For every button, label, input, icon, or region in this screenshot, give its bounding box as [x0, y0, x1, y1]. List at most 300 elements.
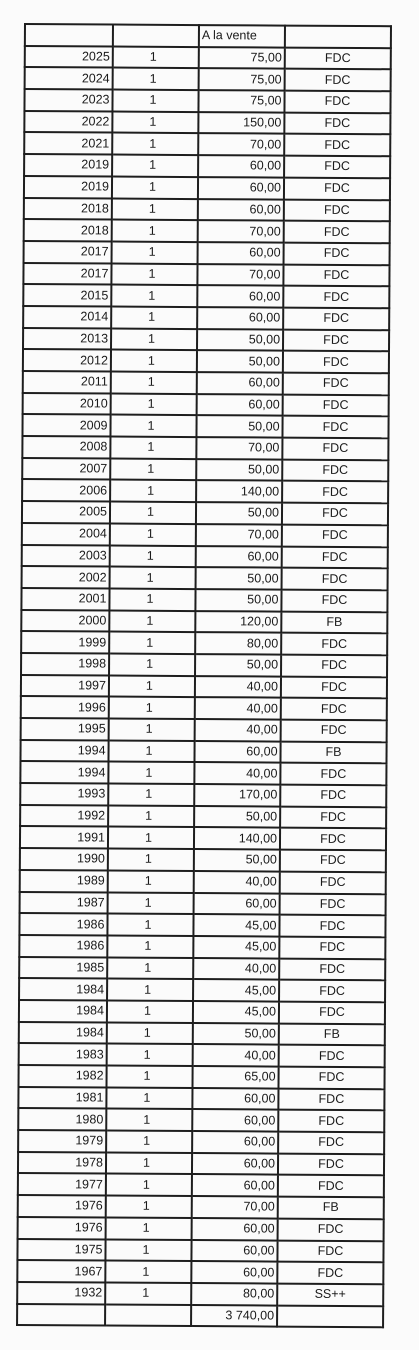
year-cell: 2023 — [24, 89, 112, 111]
year-cell: 1997 — [21, 675, 109, 697]
table-row — [23, 371, 389, 395]
table-row — [22, 436, 388, 460]
quantity-cell: 1 — [113, 68, 199, 90]
quantity-cell: 1 — [105, 1239, 191, 1261]
year-cell: 1990 — [20, 848, 108, 870]
grade-cell: FDC — [279, 980, 385, 1002]
year-cell: 1984 — [19, 1022, 107, 1044]
total-cell-2 — [105, 1304, 191, 1326]
grade-cell: FDC — [282, 416, 388, 438]
quantity-cell: 1 — [106, 1217, 192, 1239]
price-cell: 60,00 — [198, 155, 284, 177]
quantity-cell: 1 — [107, 935, 193, 957]
price-cell: 60,00 — [194, 741, 280, 763]
year-cell: 1984 — [19, 978, 107, 1000]
table-row — [22, 501, 388, 525]
price-cell: 170,00 — [194, 784, 280, 806]
price-cell: 60,00 — [192, 1088, 278, 1110]
year-cell: 1984 — [19, 1000, 107, 1022]
price-cell: 40,00 — [193, 1044, 279, 1066]
year-cell: 2008 — [22, 436, 110, 458]
price-sheet — [16, 23, 392, 1328]
price-table — [16, 23, 392, 1328]
quantity-cell: 1 — [108, 892, 194, 914]
quantity-cell: 1 — [109, 697, 195, 719]
quantity-cell: 1 — [106, 1152, 192, 1174]
price-cell: 50,00 — [196, 567, 282, 589]
table-row — [23, 263, 389, 287]
year-cell: 1994 — [20, 740, 108, 762]
price-cell: 70,00 — [197, 264, 283, 286]
price-cell: 50,00 — [196, 502, 282, 524]
price-cell: 60,00 — [191, 1261, 277, 1283]
year-cell: 2002 — [22, 566, 110, 588]
price-cell: 60,00 — [192, 1218, 278, 1240]
quantity-cell: 1 — [106, 1109, 192, 1131]
grade-cell: FDC — [281, 633, 387, 655]
year-cell: 1978 — [18, 1152, 106, 1174]
price-cell: 140,00 — [196, 480, 282, 502]
table-row — [23, 284, 389, 308]
grade-cell: FDC — [284, 177, 390, 199]
header-cell-2 — [113, 25, 199, 47]
grade-cell: FDC — [277, 1240, 383, 1262]
quantity-cell: 1 — [108, 740, 194, 762]
grade-cell: FDC — [283, 394, 389, 416]
year-cell: 2019 — [24, 154, 112, 176]
table-row — [21, 588, 387, 612]
grade-cell: FDC — [284, 221, 390, 243]
table-row — [25, 46, 391, 70]
quantity-cell: 1 — [109, 719, 195, 741]
table-row — [19, 978, 385, 1002]
quantity-cell: 1 — [110, 415, 196, 437]
quantity-cell: 1 — [107, 1044, 193, 1066]
table-row — [17, 1282, 383, 1306]
table-row — [24, 89, 390, 113]
year-cell: 1975 — [17, 1238, 105, 1260]
grade-cell: FDC — [282, 568, 388, 590]
price-cell: 60,00 — [192, 1174, 278, 1196]
table-row — [22, 566, 388, 590]
year-cell: 2015 — [23, 284, 111, 306]
table-row — [24, 132, 390, 156]
grade-cell: FDC — [284, 91, 390, 113]
year-cell: 1986 — [19, 935, 107, 957]
quantity-cell: 1 — [106, 1196, 192, 1218]
quantity-cell: 1 — [110, 523, 196, 545]
quantity-cell: 1 — [111, 350, 197, 372]
year-cell: 2021 — [24, 132, 112, 154]
grade-cell: FB — [279, 1023, 385, 1045]
table-row — [25, 67, 391, 91]
quantity-cell: 1 — [112, 155, 198, 177]
year-cell: 1976 — [18, 1195, 106, 1217]
quantity-cell: 1 — [108, 827, 194, 849]
year-cell: 1982 — [19, 1065, 107, 1087]
year-cell: 1932 — [17, 1282, 105, 1304]
year-cell: 1991 — [20, 826, 108, 848]
grade-cell: FDC — [284, 134, 390, 156]
table-row — [24, 198, 390, 222]
table-row — [20, 826, 386, 850]
price-cell: 40,00 — [193, 958, 279, 980]
grade-cell: FDC — [280, 806, 386, 828]
price-cell: 50,00 — [194, 806, 280, 828]
year-cell: 1985 — [19, 957, 107, 979]
table-row — [20, 848, 386, 872]
grade-cell: FDC — [282, 503, 388, 525]
quantity-cell: 1 — [107, 914, 193, 936]
table-body — [17, 24, 391, 1327]
header-row — [25, 24, 391, 48]
grade-cell: FDC — [278, 1088, 384, 1110]
table-row — [23, 306, 389, 330]
grade-cell: FDC — [279, 1045, 385, 1067]
grade-cell: FDC — [278, 1110, 384, 1132]
price-cell: 60,00 — [192, 1153, 278, 1175]
quantity-cell: 1 — [112, 176, 198, 198]
price-cell: 60,00 — [194, 893, 280, 915]
grade-cell: FDC — [281, 655, 387, 677]
grade-cell: FDC — [283, 308, 389, 330]
year-cell: 2005 — [22, 501, 110, 523]
price-cell: 60,00 — [197, 372, 283, 394]
quantity-cell: 1 — [109, 632, 195, 654]
year-cell: 1976 — [18, 1217, 106, 1239]
total-cell-4 — [277, 1305, 383, 1327]
price-cell: 45,00 — [193, 979, 279, 1001]
quantity-cell: 1 — [105, 1261, 191, 1283]
price-cell: 40,00 — [195, 697, 281, 719]
table-row — [20, 740, 386, 764]
table-row — [17, 1238, 383, 1262]
price-cell: 50,00 — [195, 589, 281, 611]
price-cell: 45,00 — [193, 936, 279, 958]
table-row — [24, 219, 390, 243]
quantity-cell: 1 — [108, 849, 194, 871]
grade-cell: FDC — [277, 1262, 383, 1284]
price-cell: 80,00 — [195, 632, 281, 654]
table-row — [18, 1152, 384, 1176]
year-cell: 2004 — [22, 523, 110, 545]
grade-cell: FDC — [280, 828, 386, 850]
year-cell: 1995 — [21, 718, 109, 740]
price-cell: 75,00 — [198, 90, 284, 112]
price-cell: 65,00 — [192, 1066, 278, 1088]
table-row — [18, 1217, 384, 1241]
total-value: 3 740,00 — [191, 1305, 277, 1327]
table-row — [22, 523, 388, 547]
year-cell: 2012 — [23, 349, 111, 371]
grade-cell: FDC — [280, 763, 386, 785]
year-cell: 2018 — [24, 198, 112, 220]
quantity-cell: 1 — [107, 1022, 193, 1044]
quantity-cell: 1 — [110, 480, 196, 502]
year-cell: 1977 — [18, 1173, 106, 1195]
quantity-cell: 1 — [111, 393, 197, 415]
quantity-cell: 1 — [107, 957, 193, 979]
table-row — [18, 1195, 384, 1219]
year-cell: 2017 — [24, 241, 112, 263]
year-cell: 1994 — [20, 761, 108, 783]
year-cell: 1999 — [21, 631, 109, 653]
table-row — [18, 1130, 384, 1154]
grade-cell: FDC — [280, 850, 386, 872]
year-cell: 1987 — [20, 891, 108, 913]
grade-cell: FDC — [279, 936, 385, 958]
year-cell: 2018 — [24, 219, 112, 241]
price-cell: 60,00 — [198, 199, 284, 221]
price-cell: 45,00 — [193, 1001, 279, 1023]
table-row — [18, 1108, 384, 1132]
price-cell: 50,00 — [194, 849, 280, 871]
grade-cell: FDC — [282, 459, 388, 481]
grade-cell: FDC — [279, 958, 385, 980]
grade-cell: FDC — [279, 1002, 385, 1024]
grade-cell: FB — [280, 741, 386, 763]
table-row — [18, 1173, 384, 1197]
quantity-cell: 1 — [106, 1087, 192, 1109]
year-cell: 2014 — [23, 306, 111, 328]
quantity-cell: 1 — [110, 437, 196, 459]
header-cell-4 — [285, 26, 391, 48]
total-cell-1 — [17, 1304, 105, 1326]
table-row — [19, 1000, 385, 1024]
year-cell: 2011 — [23, 371, 111, 393]
table-row — [21, 696, 387, 720]
table-row — [18, 1087, 384, 1111]
quantity-cell: 1 — [105, 1282, 191, 1304]
grade-cell: FDC — [282, 524, 388, 546]
price-cell: 70,00 — [198, 220, 284, 242]
quantity-cell: 1 — [106, 1131, 192, 1153]
grade-cell: FDC — [280, 871, 386, 893]
table-row — [24, 241, 390, 265]
table-row — [23, 349, 389, 373]
header-for-sale: A la vente — [199, 25, 285, 47]
table-row — [22, 479, 388, 503]
price-cell: 75,00 — [199, 47, 285, 69]
grade-cell: FDC — [282, 546, 388, 568]
grade-cell: FDC — [284, 156, 390, 178]
quantity-cell: 1 — [111, 372, 197, 394]
quantity-cell: 1 — [110, 502, 196, 524]
table-row — [21, 610, 387, 634]
year-cell: 2022 — [24, 111, 112, 133]
grade-cell: FDC — [278, 1153, 384, 1175]
grade-cell: FDC — [284, 199, 390, 221]
year-cell: 1980 — [18, 1108, 106, 1130]
year-cell: 1986 — [19, 913, 107, 935]
year-cell: 2007 — [22, 458, 110, 480]
year-cell: 2013 — [23, 328, 111, 350]
price-cell: 60,00 — [197, 394, 283, 416]
year-cell: 1996 — [21, 696, 109, 718]
grade-cell: FDC — [281, 589, 387, 611]
price-cell: 140,00 — [194, 827, 280, 849]
grade-cell: FDC — [284, 242, 390, 264]
quantity-cell: 1 — [109, 588, 195, 610]
quantity-cell: 1 — [110, 567, 196, 589]
grade-cell: FDC — [282, 481, 388, 503]
quantity-cell: 1 — [107, 979, 193, 1001]
table-row — [19, 935, 385, 959]
quantity-cell: 1 — [111, 285, 197, 307]
year-cell: 1993 — [20, 783, 108, 805]
table-row — [20, 870, 386, 894]
table-row — [19, 1043, 385, 1067]
price-cell: 40,00 — [195, 719, 281, 741]
year-cell: 1967 — [17, 1260, 105, 1282]
year-cell: 2006 — [22, 479, 110, 501]
year-cell: 1989 — [20, 870, 108, 892]
grade-cell: FDC — [282, 438, 388, 460]
price-cell: 60,00 — [198, 177, 284, 199]
price-cell: 50,00 — [196, 459, 282, 481]
price-cell: 45,00 — [193, 914, 279, 936]
table-row — [21, 718, 387, 742]
year-cell: 2010 — [23, 393, 111, 415]
grade-cell: FDC — [281, 720, 387, 742]
grade-cell: FDC — [284, 112, 390, 134]
table-row — [19, 957, 385, 981]
price-cell: 80,00 — [191, 1283, 277, 1305]
price-cell: 50,00 — [197, 350, 283, 372]
year-cell: 2001 — [21, 588, 109, 610]
price-cell: 70,00 — [196, 437, 282, 459]
grade-cell: FB — [281, 611, 387, 633]
year-cell: 1998 — [21, 653, 109, 675]
grade-cell: FDC — [280, 785, 386, 807]
total-row — [17, 1304, 383, 1328]
quantity-cell: 1 — [106, 1174, 192, 1196]
quantity-cell: 1 — [109, 610, 195, 632]
quantity-cell: 1 — [111, 263, 197, 285]
table-row — [20, 805, 386, 829]
year-cell: 2009 — [22, 414, 110, 436]
price-cell: 40,00 — [195, 676, 281, 698]
quantity-cell: 1 — [111, 328, 197, 350]
price-cell: 120,00 — [195, 611, 281, 633]
price-cell: 70,00 — [196, 524, 282, 546]
quantity-cell: 1 — [107, 1000, 193, 1022]
price-cell: 70,00 — [198, 134, 284, 156]
grade-cell: FDC — [285, 69, 391, 91]
price-cell: 60,00 — [197, 285, 283, 307]
quantity-cell: 1 — [107, 1066, 193, 1088]
table-row — [22, 544, 388, 568]
quantity-cell: 1 — [110, 545, 196, 567]
price-cell: 60,00 — [196, 546, 282, 568]
grade-cell: FDC — [283, 329, 389, 351]
quantity-cell: 1 — [112, 220, 198, 242]
quantity-cell: 1 — [112, 198, 198, 220]
grade-cell: FB — [278, 1197, 384, 1219]
table-row — [20, 891, 386, 915]
table-row — [21, 631, 387, 655]
quantity-cell: 1 — [113, 46, 199, 68]
price-cell: 60,00 — [192, 1131, 278, 1153]
grade-cell: FDC — [283, 351, 389, 373]
year-cell: 2024 — [25, 67, 113, 89]
year-cell: 2000 — [21, 610, 109, 632]
quantity-cell: 1 — [109, 653, 195, 675]
price-cell: 50,00 — [197, 329, 283, 351]
quantity-cell: 1 — [112, 90, 198, 112]
table-row — [21, 653, 387, 677]
grade-cell: FDC — [283, 286, 389, 308]
grade-cell: FDC — [280, 893, 386, 915]
price-cell: 60,00 — [192, 1109, 278, 1131]
quantity-cell: 1 — [111, 306, 197, 328]
table-row — [23, 393, 389, 417]
grade-cell: FDC — [283, 264, 389, 286]
table-row — [24, 176, 390, 200]
table-row — [20, 761, 386, 785]
year-cell: 1981 — [18, 1087, 106, 1109]
price-cell: 50,00 — [193, 1023, 279, 1045]
quantity-cell: 1 — [110, 458, 196, 480]
grade-cell: SS++ — [277, 1283, 383, 1305]
table-row — [24, 154, 390, 178]
table-row — [19, 1022, 385, 1046]
grade-cell: FDC — [285, 47, 391, 69]
price-cell: 50,00 — [196, 415, 282, 437]
price-cell: 60,00 — [198, 242, 284, 264]
table-row — [24, 111, 390, 135]
table-row — [21, 675, 387, 699]
price-cell: 40,00 — [194, 871, 280, 893]
grade-cell: FDC — [278, 1067, 384, 1089]
year-cell: 1983 — [19, 1043, 107, 1065]
quantity-cell: 1 — [112, 241, 198, 263]
year-cell: 1979 — [18, 1130, 106, 1152]
grade-cell: FDC — [278, 1132, 384, 1154]
price-cell: 40,00 — [194, 762, 280, 784]
quantity-cell: 1 — [112, 133, 198, 155]
price-cell: 75,00 — [199, 68, 285, 90]
grade-cell: FDC — [281, 698, 387, 720]
quantity-cell: 1 — [112, 111, 198, 133]
price-cell: 60,00 — [191, 1240, 277, 1262]
price-cell: 150,00 — [198, 112, 284, 134]
quantity-cell: 1 — [109, 675, 195, 697]
table-row — [17, 1260, 383, 1284]
grade-cell: FDC — [278, 1175, 384, 1197]
quantity-cell: 1 — [108, 762, 194, 784]
table-row — [23, 328, 389, 352]
table-row — [22, 458, 388, 482]
quantity-cell: 1 — [108, 870, 194, 892]
price-cell: 70,00 — [192, 1196, 278, 1218]
year-cell: 1992 — [20, 805, 108, 827]
year-cell: 2017 — [23, 263, 111, 285]
price-cell: 50,00 — [195, 654, 281, 676]
table-row — [19, 1065, 385, 1089]
grade-cell: FDC — [279, 915, 385, 937]
grade-cell: FDC — [278, 1218, 384, 1240]
table-row — [20, 783, 386, 807]
quantity-cell: 1 — [108, 805, 194, 827]
year-cell: 2025 — [25, 46, 113, 68]
grade-cell: FDC — [281, 676, 387, 698]
table-row — [19, 913, 385, 937]
table-row — [22, 414, 388, 438]
quantity-cell: 1 — [108, 784, 194, 806]
year-cell: 2019 — [24, 176, 112, 198]
year-cell: 2003 — [22, 544, 110, 566]
